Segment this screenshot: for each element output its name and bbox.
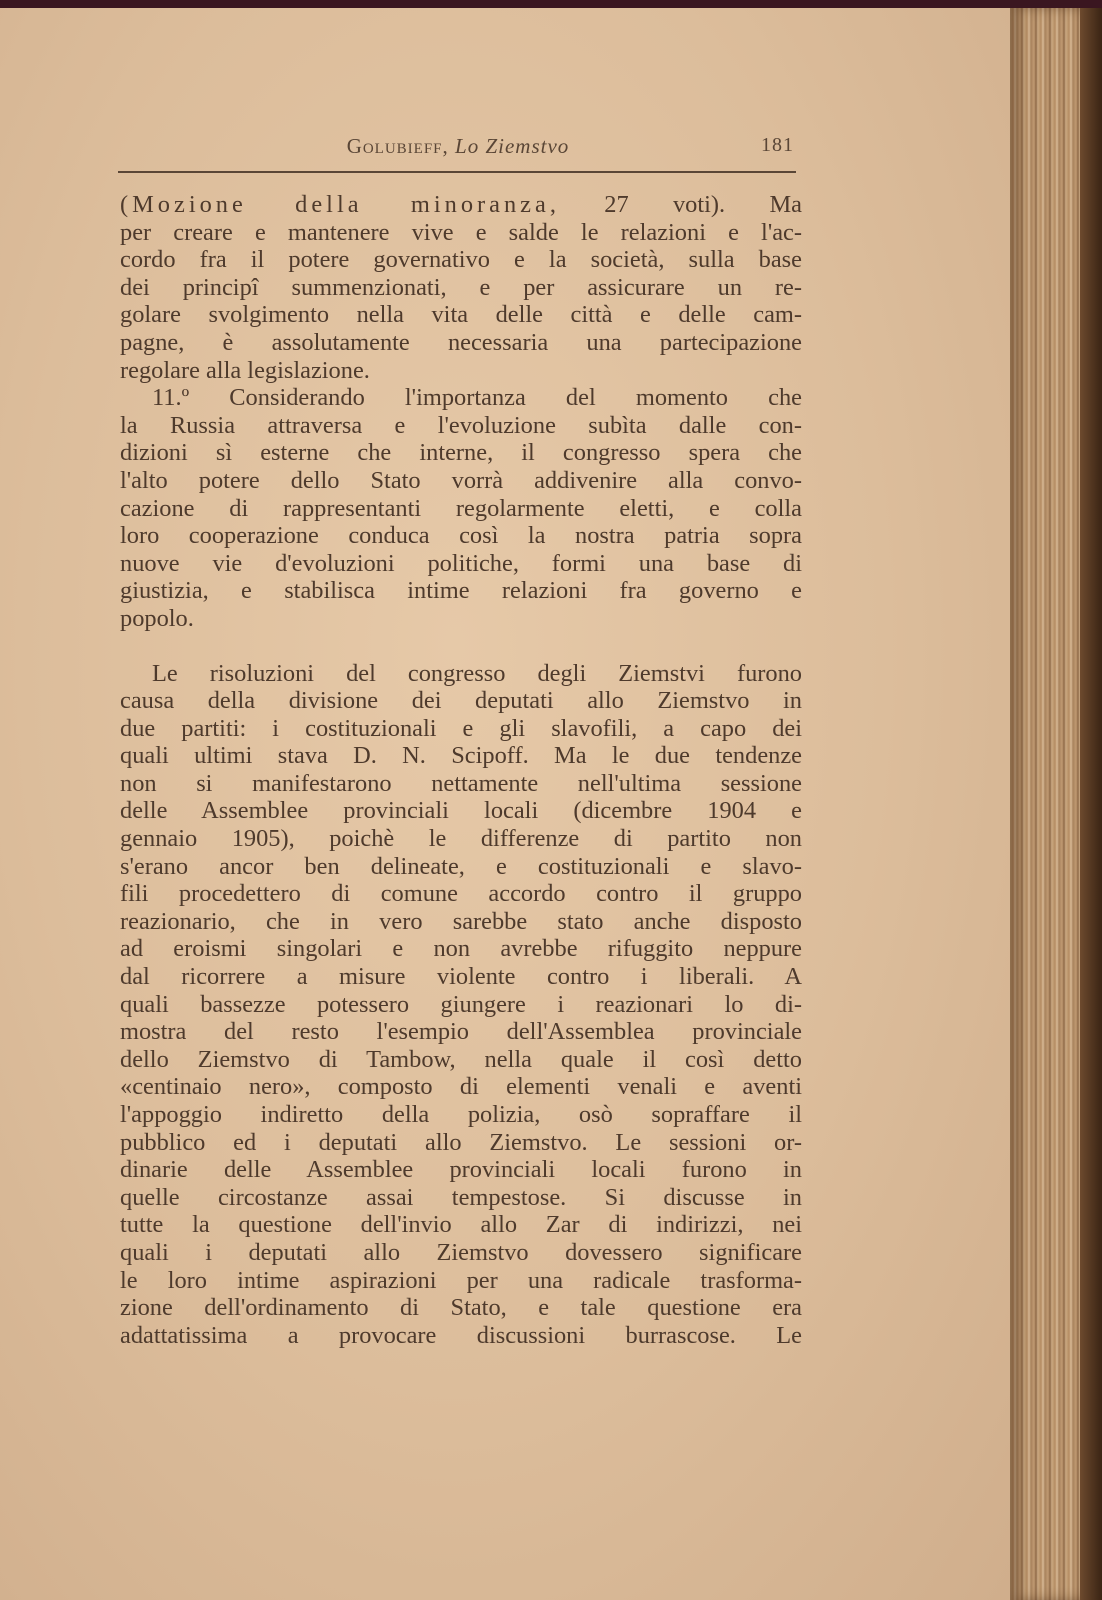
page-number: 181	[761, 134, 794, 156]
text-line: Le risoluzioni del congresso degli Ziemstvi furono	[152, 659, 802, 687]
header-title: Lo Ziemstvo	[455, 134, 570, 158]
header-author: Golubieff,	[346, 134, 449, 158]
text-line: mostra del resto l'esempio dell'Assemblea provinciale	[120, 1018, 802, 1046]
header-rule	[118, 171, 796, 173]
text-line: adattatissima a provocare discussioni burrascose. Le	[120, 1321, 802, 1349]
paragraph-3	[120, 660, 802, 1350]
text-line: regolare alla legislazione.	[120, 356, 370, 384]
running-title	[118, 134, 798, 159]
text-line: l'appoggio indiretto della polizia, osò sopraffare il	[120, 1101, 802, 1128]
text-line: la Russia attraversa e l'evoluzione subìta dalle con-	[120, 411, 802, 439]
text-line: quali ultimi stava D. N. Scipoff. Ma le due tendenze	[120, 742, 802, 770]
text-line: dizioni sì esterne che interne, il congresso spera che	[120, 439, 802, 467]
text-line: fili procedettero di comune accordo contro il gruppo	[120, 880, 802, 908]
text-line: causa della divisione dei deputati allo Ziemstvo in	[120, 687, 802, 715]
text-line: loro cooperazione conduca così la nostra patria sopra	[120, 522, 802, 550]
text-line: 11.º Considerando l'importanza del momento che	[152, 384, 802, 412]
book-page	[0, 8, 1010, 1600]
text-line: cazione di rappresentanti regolarmente eletti, e colla	[120, 494, 802, 522]
text-line: delle Assemblee provinciali locali (dicembre 1904 e	[120, 797, 802, 825]
text-line: cordo fra il potere governativo e la società, sulla base	[120, 246, 802, 274]
text-line: due partiti: i costituzionali e gli slavofili, a capo dei	[120, 714, 802, 742]
text-line: s'erano ancor ben delineate, e costituzionali e slavo-	[120, 852, 802, 880]
text-line: dal ricorrere a misure violente contro i liberali. A	[120, 963, 802, 991]
text-line: quelle circostanze assai tempestose. Si discusse in	[120, 1183, 802, 1211]
text-line: dinarie delle Assemblee provinciali locali furono in	[120, 1156, 802, 1184]
motion-lead: (Mozione della minoranza,	[120, 191, 560, 218]
text-line: zione dell'ordinamento di Stato, e tale questione era	[120, 1294, 802, 1322]
text-line: nuove vie d'evoluzioni politiche, formi una base di	[120, 549, 802, 577]
body-text	[120, 191, 802, 1349]
text-line: pubblico ed i deputati allo Ziemstvo. Le sessioni or-	[120, 1128, 802, 1156]
motion-rest: 27 voti). Ma	[604, 191, 802, 218]
text-line: golare svolgimento nella vita delle città e delle cam-	[120, 301, 802, 329]
text-line	[120, 191, 802, 219]
text-line: gennaio 1905), poichè le differenze di partito non	[120, 825, 802, 853]
text-line: dello Ziemstvo di Tambow, nella quale il così detto	[120, 1045, 802, 1073]
text-line: quali i deputati allo Ziemstvo dovessero significare	[120, 1238, 802, 1266]
paragraph-2	[120, 384, 802, 632]
text-line: «centinaio nero», composto di elementi venali e aventi	[120, 1073, 802, 1101]
text-line: tutte la questione dell'invio allo Zar di indirizzi, nei	[120, 1211, 802, 1239]
text-line: giustizia, e stabilisca intime relazioni fra governo e	[120, 577, 802, 605]
text-line: reazionario, che in vero sarebbe stato anche disposto	[120, 907, 802, 935]
running-header	[118, 134, 798, 164]
text-line: le loro intime aspirazioni per una radicale trasforma-	[120, 1266, 802, 1294]
text-line: dei principî summenzionati, e per assicurare un re-	[120, 273, 802, 301]
text-line: popolo.	[120, 604, 194, 632]
paragraph-1	[120, 191, 802, 384]
text-line: per creare e mantenere vive e salde le relazioni e l'ac-	[120, 218, 802, 246]
text-line: quali bassezze potessero giungere i reazionari lo di-	[120, 990, 802, 1018]
book-page-edges	[1010, 8, 1102, 1600]
text-line: pagne, è assolutamente necessaria una partecipazione	[120, 328, 802, 356]
text-line: non si manifestarono nettamente nell'ultima sessione	[120, 769, 802, 797]
paragraph-gap	[120, 633, 802, 660]
text-line: l'alto potere dello Stato vorrà addivenire alla convo-	[120, 466, 802, 494]
text-line: ad eroismi singolari e non avrebbe rifuggito neppure	[120, 935, 802, 963]
